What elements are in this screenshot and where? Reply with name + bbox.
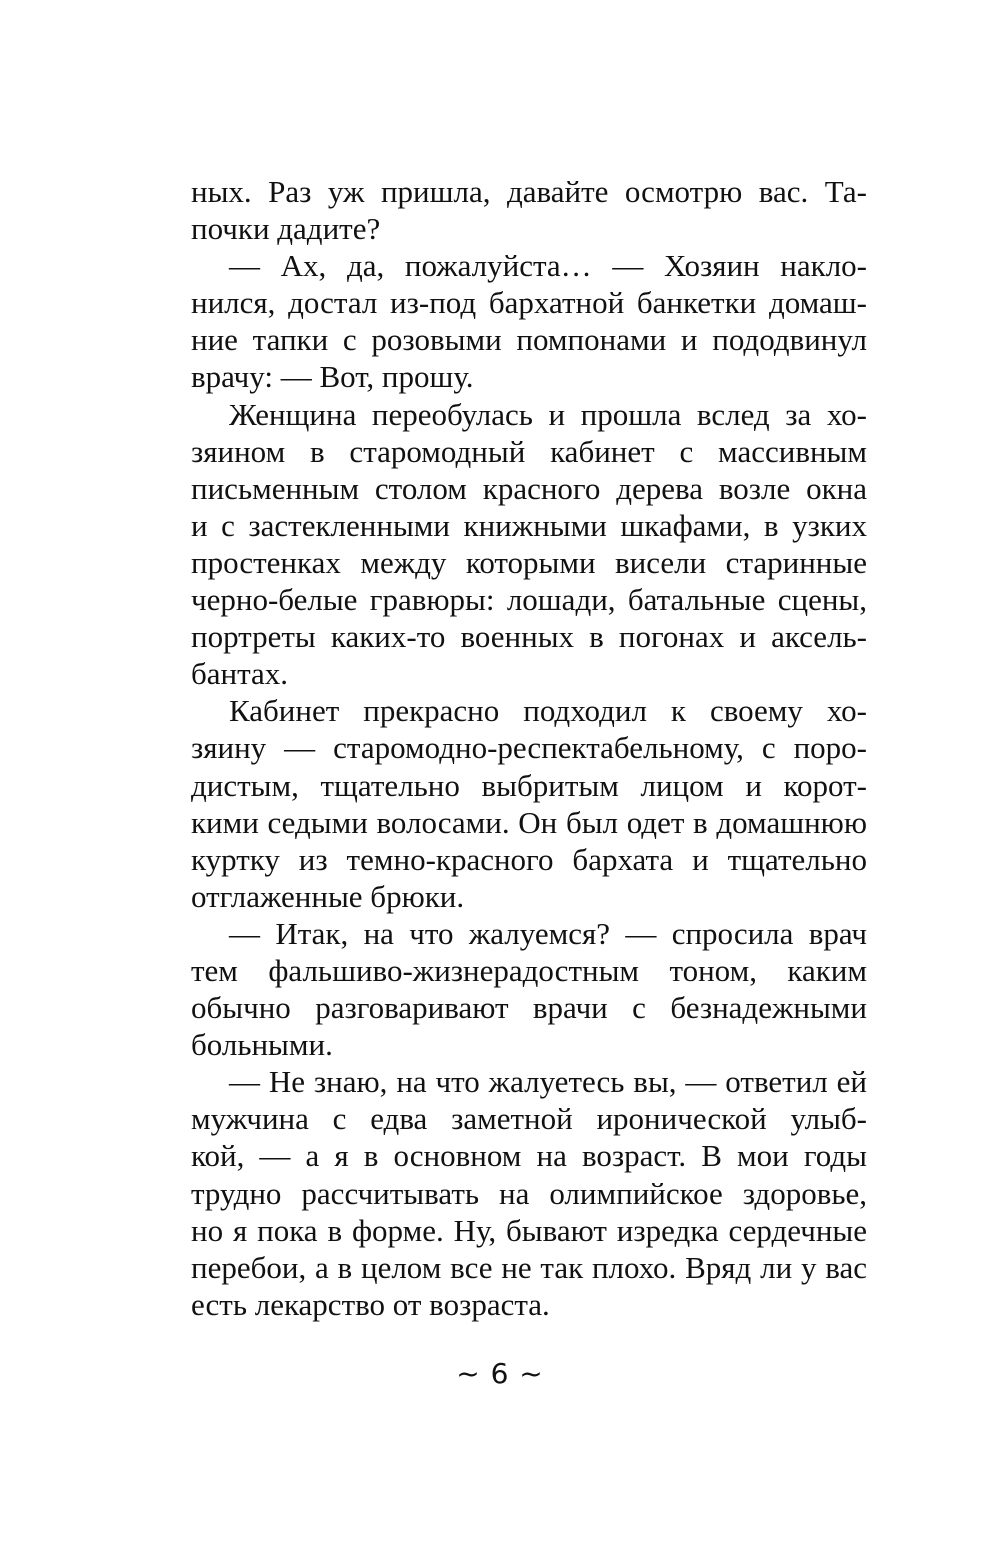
text-line: есть лекарство от возраста. (191, 1286, 550, 1322)
text-line: зяином в старомодный кабинет с массивным (191, 433, 867, 469)
text-line: портреты каких-то военных в погонах и аксель- (191, 619, 867, 655)
paragraph-5 (191, 915, 867, 1063)
text-line: простенках между которыми висели старинные (191, 544, 867, 580)
text-line: кими седыми волосами. Он был одет в домашнюю (191, 804, 867, 840)
paragraph-2 (191, 247, 867, 395)
text-line: врачу: — Вот, прошу. (191, 359, 474, 395)
text-line: куртку из темно-красного бархата и тщательно (191, 841, 867, 877)
text-line: зяину — старомодно-респектабельному, с поро- (191, 730, 867, 766)
text-line: обычно разговаривают врачи с безнадежными (191, 990, 867, 1026)
text-line: больными. (191, 1027, 333, 1063)
text-line: ние тапки с розовыми помпонами и пододвинул (191, 322, 867, 358)
text-line: почки дадите? (191, 211, 381, 247)
text-line: — Не знаю, на что жалуетесь вы, — ответил ей (229, 1064, 867, 1100)
text-line: но я пока в форме. Ну, бывают изредка сердечные (191, 1212, 867, 1248)
text-line: — Ах, да, пожалуйста… — Хозяин накло- (229, 248, 867, 284)
page-number: ~ 6 ~ (456, 1357, 544, 1390)
text-line: нился, достал из-под бархатной банкетки домаш- (191, 285, 867, 321)
text-line: трудно рассчитывать на олимпийское здоровье, (191, 1175, 867, 1211)
text-line: и с застекленными книжными шкафами, в узких (191, 507, 867, 543)
text-line: бантах. (191, 656, 289, 692)
paragraph-4 (191, 692, 867, 915)
text-line: мужчина с едва заметной иронической улыб- (191, 1101, 867, 1137)
text-line: — Итак, на что жалуемся? — спросила врач (229, 915, 867, 951)
text-line: Кабинет прекрасно подходил к своему хо- (229, 693, 867, 729)
text-line: Женщина переобулась и прошла вслед за хо- (229, 396, 867, 432)
paragraph-6 (191, 1063, 867, 1323)
text-line: письменным столом красного дерева возле окна (191, 470, 867, 506)
text-line: кой, — а я в основном на возраст. В мои годы (191, 1138, 867, 1174)
paragraph-3 (191, 396, 867, 693)
body-text (191, 173, 867, 1323)
text-line: отглаженные брюки. (191, 878, 465, 914)
paragraph-1 (191, 173, 867, 247)
text-line: тем фальшиво-жизнерадостным тоном, каким (191, 952, 867, 988)
text-line: черно-белые гравюры: лошади, батальные сцены, (191, 582, 867, 618)
text-line: перебои, а в целом все не так плохо. Вряд ли у вас (191, 1249, 867, 1285)
text-line: дистым, тщательно выбритым лицом и корот- (191, 767, 867, 803)
text-line: ных. Раз уж пришла, давайте осмотрю вас. Та- (191, 174, 867, 209)
